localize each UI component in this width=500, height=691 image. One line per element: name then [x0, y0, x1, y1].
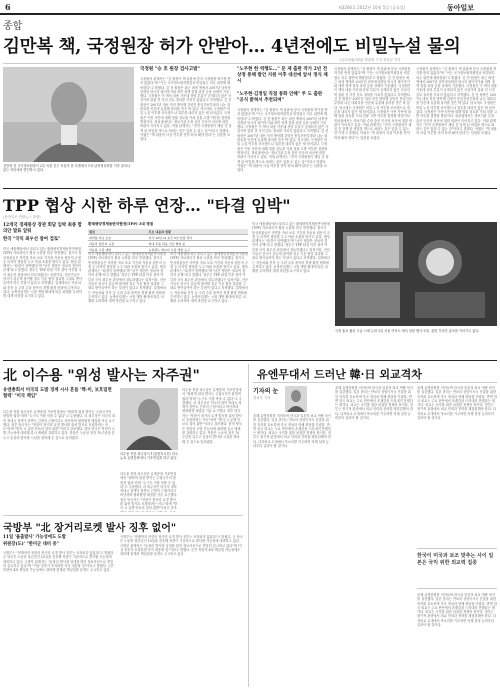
table-cell: 미국 12년 vs 호주 5년 입장 차이	[147, 235, 248, 241]
story4-sub2: 위원장(도)' "한미군 대비 중"	[3, 542, 59, 547]
story2-sub1: 12개국 경제통상 장관 회담 임박 최종 합의안 발표 앞둬	[3, 223, 82, 234]
column-author-photo	[285, 386, 307, 412]
story4-sub1: 11일 '돌출발사' 가능성에도 도발	[3, 535, 66, 540]
table-cell: 의약품 자료 보호	[88, 235, 147, 241]
story2-body-col1: 미국 애틀랜타에서 열리고 있는 환태평양경제동반자협정(TPP) 각료회의가 협상 시한을 하루 연장했다. 참가국 통상장관들은 의약품 자료 보호 기간과 자동차 원산지 규정 등 마지막 쟁점을 두고 막판 조율을 벌이고 있다. 협상 관계자는 "타결이 임박했다"며 "남은 쟁점은 정치적 결단의 문제"라고 말했다. 정부는 TPP 타결 이후 참여 여부를 국익 최우선 관점에서 검토하겠다는 입장이다. 전문가들은 한국이 뒤늦게 참여할 경우 기존 협상 결과를 그대로 받아들여야 하는 부담이 있다고 지적했다. 업계에서는 자동차와 전자 등 주력 수출 품목의 경쟁 환경 변화에 주목하고 있다. 농축산업계는 시장 개방 확대에 따른 피해를 우려하며 대책 마련을 요구하고 있다.	[3, 247, 82, 299]
story1-sub1: 국정원 "승 호 원장 검사고발"	[140, 67, 200, 72]
story1-sub3: "노무현·김정일 직접 통화 안해" 주 도 출판 "공식 밝혀서 추천되며"	[237, 92, 323, 103]
story1-rule	[3, 63, 497, 64]
story1-photo	[3, 67, 134, 162]
story3-photo	[120, 388, 178, 450]
story2-photo-caption: 국정 홍보 활동 고급 시계 논란 2일 서울 여의도 에서 열린 행사 모습. 관련 부처가 홍보를 이어가고 있다.	[335, 329, 480, 333]
column-title-rule	[253, 382, 497, 383]
story1-body-col4: 국정원의 관계자는 "김 원장이 책 출판에 앞서 국정원장 허가를 받지 않았다"며 "이는 국가정보원직원법상 비밀엄수 의무 위반에 해당한다"고 밝혔다. 김 전 원장은 최근 펴낸 책에서 2007년 남북정상회담 당시의 뒷이야기와 대북 정책 결정 과정 등을 상세히 기술했다. 국정원은 이 책의 내용 가운데 상당 부분이 공개되지 않은 사실이며 출판 전 사전 검토 절차를 거치지 않았다고 지적했다. 김 전 원장은 2007년 대선 직전 방북해 김양건 통일전선부장과 나눈 대화록을 언론에 유출해 물의를 빚은 바 있다. 당시에도 국정원은 비밀 누설 여부를 조사했으나 결론을 내리지 않은 채 넘어갔다. 국정원은 이번 사안에 대해 법률 검토를 거쳐 검찰 고발 여부를 결정할 방침이다. 정치권에서는 정보기관 수장 출신 인사의 처신에 대한 비판이 이어지고 있다. 여권 관계자는 "전직 국정원장이 재임 중 알게 된 비밀을 책으로 펴내는 것은 있을 수 없는 일"이라고 말했다. 야권은 "책 내용의 사실 여부를 먼저 따져 봐야 한다"는 입장을 보였다.	[416, 67, 497, 136]
page-number: 6	[5, 2, 11, 12]
story1-bottom-rule	[3, 188, 497, 189]
story2-body-col3: 미국 애틀랜타에서 열리고 있는 환태평양경제동반자협정(TPP) 각료회의가 협상 시한을 하루 연장했다. 참가국 통상장관들은 의약품 자료 보호 기간과 자동차 원산지 규정 등 마지막 쟁점을 두고 막판 조율을 벌이고 있다. 협상 관계자는 "타결이 임박했다"며 "남은 쟁점은 정치적 결단의 문제"라고 말했다. 정부는 TPP 타결 이후 참여 여부를 국익 최우선 관점에서 검토하겠다는 입장이다. 전문가들은 한국이 뒤늦게 참여할 경우 기존 협상 결과를 그대로 받아들여야 하는 부담이 있다고 지적했다. 업계에서는 자동차와 전자 등 주력 수출 품목의 경쟁 환경 변화에 주목하고 있다. 농축산업계는 시장 개방 확대에 따른 피해를 우려하며 대책 마련을 요구하고 있다.	[170, 252, 248, 304]
story2-photo	[335, 222, 497, 326]
date-line: 제3266호 2012년 10월 5일 (금요일)	[338, 5, 406, 10]
table-header-cell: 주요 내용과 현황	[147, 229, 248, 235]
column-body-col4: 올해 유엔총회를 지켜보며 한국과 일본의 외교 역량 차이를 실감했다. 일본 총리는 안보리 상임이사국 진출을 위한 지지를 호소하며 각국 정상과 연쇄 회담을 가졌다. 반면 한국 외교는 주요 현안에서 존재감을 드러내지 못했다는 평가다. 외교는 국익을 위한 치열한 경쟁의 장이다. 정부는 장기적 관점에서 외교 인력과 전략을 재점검해야 한다. 다자외교 무대에서 목소리를 키우려면 의제 설정 능력부터 길러야 할 것이다.	[417, 593, 497, 628]
story4-body-col1: 국방부는 "현재까지 북한의 장거리 로켓 발사 징후는 포착되지 않았다"고 밝혔다. 군 당국은 노동당 창건일인 10일을 전후해 북한이 기습적으로 발사할 가능성에 대비하고 있다. 국방부 관계자는 "동창리 발사장 일대를 한미 정보자산으로 면밀히 감시하고 있다"며 "이상 징후가 포착되면 즉각 대응할 것"이라고 말했다. 군은 북한의 4차 핵실험 가능성에도 대비해 풍계리 핵실험장 동향도 주시하고 있다.	[3, 551, 115, 573]
story3-headline: 北 이수용 "위성 발사는 자주권"	[3, 368, 200, 384]
story1-body-col1: 국정원의 관계자는 "김 원장이 책 출판에 앞서 국정원장 허가를 받지 않았다"며 "이는 국가정보원직원법상 비밀엄수 의무 위반에 해당한다"고 밝혔다. 김 전 원장은 최근 펴낸 책에서 2007년 남북정상회담 당시의 뒷이야기와 대북 정책 결정 과정 등을 상세히 기술했다. 국정원은 이 책의 내용 가운데 상당 부분이 공개되지 않은 사실이며 출판 전 사전 검토 절차를 거치지 않았다고 지적했다. 김 전 원장은 2007년 대선 직전 방북해 김양건 통일전선부장과 나눈 대화록을 언론에 유출해 물의를 빚은 바 있다. 당시에도 국정원은 비밀 누설 여부를 조사했으나 결론을 내리지 않은 채 넘어갔다. 국정원은 이번 사안에 대해 법률 검토를 거쳐 검찰 고발 여부를 결정할 방침이다. 정치권에서는 정보기관 수장 출신 인사의 처신에 대한 비판이 이어지고 있다. 여권 관계자는 "전직 국정원장이 재임 중 알게 된 비밀을 책으로 펴내는 것은 있을 수 없는 일"이라고 말했다. 야권은 "책 내용의 사실 여부를 먼저 따져 봐야 한다"는 입장을 보였다.	[140, 77, 232, 142]
story1-photo-caption: 김만복 전 국가정보원장이 2일 서울 중구 서울의 한 호텔에서 1차 남북정상회담 이후 물러나 있는 자리에서 발언하고 있다.	[3, 164, 131, 173]
story3-bottom-rule	[3, 515, 243, 516]
story1-headline: 김만복 책, 국정원장 허가 안받아… 4년전에도 비밀누설 물의	[3, 37, 461, 57]
story3-body-col1: 리수용 북한 외무상은 유엔총회 기조연설에서 "평화적 위성 발사는 주권국가의 합법적 권리"라며 "누구도 이를 막을 수 없다"고 주장했다. 리 외무상은 미국의 대북 적대시 정책이 한반도 긴장의 근원이라고 비난하며 평화협정 체결을 거듭 요구했다. 정부 당국자는 "북한이 장거리 로켓 발사를 위성 발사로 포장하려는 의도"라며 "발사 시 유엔 안보리 결의 위반"이라고 강조했다. 한미 양국은 북한의 도발 가능성에 대비해 감시 태세를 강화하고 있다. 북한은 노동당 창건 70주년을 앞두고 동창리 발사장 시설을 정비해 온 것으로 알려졌다.	[3, 410, 115, 440]
story4-body-col2: 국방부는 "현재까지 북한의 장거리 로켓 발사 징후는 포착되지 않았다"고 밝혔다. 군 당국은 노동당 창건일인 10일을 전후해 북한이 기습적으로 발사할 가능성에 대비하고 있다. 국방부 관계자는 "동창리 발사장 일대를 한미 정보자산으로 면밀히 감시하고 있다"며 "이상 징후가 포착되면 즉각 대응할 것"이라고 말했다. 군은 북한의 4차 핵실험 가능성에도 대비해 풍계리 핵실험장 동향도 주시하고 있다.	[120, 535, 243, 557]
column-divider	[248, 364, 249, 687]
story3-body-col3: 리수용 북한 외무상은 유엔총회 기조연설에서 "평화적 위성 발사는 주권국가의 합법적 권리"라며 "누구도 이를 막을 수 없다"고 주장했다. 리 외무상은 미국의 대북 적대시 정책이 한반도 긴장의 근원이라고 비난하며 평화협정 체결을 거듭 요구했다. 정부 당국자는 "북한이 장거리 로켓 발사를 위성 발사로 포장하려는 의도"라며 "발사 시 유엔 안보리 결의 위반"이라고 강조했다. 한미 양국은 북한의 도발 가능성에 대비해 감시 태세를 강화하고 있다. 북한은 노동당 창건 70주년을 앞두고 동창리 발사장 시설을 정비해 온 것으로 알려졌다.	[182, 388, 242, 444]
pullquote-rule-bottom	[417, 588, 497, 589]
story2-table-title: 환태평양경제동반자협정(TPP) 3대 쟁점	[88, 222, 154, 226]
story1-body-col3: 국정원의 관계자는 "김 원장이 책 출판에 앞서 국정원장 허가를 받지 않았다"며 "이는 국가정보원직원법상 비밀엄수 의무 위반에 해당한다"고 밝혔다. 김 전 원장은 최근 펴낸 책에서 2007년 남북정상회담 당시의 뒷이야기와 대북 정책 결정 과정 등을 상세히 기술했다. 국정원은 이 책의 내용 가운데 상당 부분이 공개되지 않은 사실이며 출판 전 사전 검토 절차를 거치지 않았다고 지적했다. 김 전 원장은 2007년 대선 직전 방북해 김양건 통일전선부장과 나눈 대화록을 언론에 유출해 물의를 빚은 바 있다. 당시에도 국정원은 비밀 누설 여부를 조사했으나 결론을 내리지 않은 채 넘어갔다. 국정원은 이번 사안에 대해 법률 검토를 거쳐 검찰 고발 여부를 결정할 방침이다. 정치권에서는 정보기관 수장 출신 인사의 처신에 대한 비판이 이어지고 있다. 여권 관계자는 "전직 국정원장이 재임 중 알게 된 비밀을 책으로 펴내는 것은 있을 수 없는 일"이라고 말했다. 야권은 "책 내용의 사실 여부를 먼저 따져 봐야 한다"는 입장을 보였다.	[334, 67, 412, 140]
column-body-col3: 올해 유엔총회를 지켜보며 한국과 일본의 외교 역량 차이를 실감했다. 일본 총리는 안보리 상임이사국 진출을 위한 지지를 호소하며 각국 정상과 연쇄 회담을 가졌다. 반면 한국 외교는 주요 현안에서 존재감을 드러내지 못했다는 평가다. 외교는 국익을 위한 치열한 경쟁의 장이다. 정부는 장기적 관점에서 외교 인력과 전략을 재점검해야 한다. 다자외교 무대에서 목소리를 키우려면 의제 설정 능력부터 길러야 할 것이다.	[417, 386, 497, 421]
story1-sub2: "노무현 한 역행도…" 문 재 출판 작가 2년 전 상정 통해 발언 지원 이후 대선에 앞서 정식 제시	[237, 67, 328, 84]
story2-bottom-rule	[3, 360, 497, 361]
story2-body-col2: 미국 애틀랜타에서 열리고 있는 환태평양경제동반자협정(TPP) 각료회의가 협상 시한을 하루 연장했다. 참가국 통상장관들은 의약품 자료 보호 기간과 자동차 원산지 규정 등 마지막 쟁점을 두고 막판 조율을 벌이고 있다. 협상 관계자는 "타결이 임박했다"며 "남은 쟁점은 정치적 결단의 문제"라고 말했다. 정부는 TPP 타결 이후 참여 여부를 국익 최우선 관점에서 검토하겠다는 입장이다. 전문가들은 한국이 뒤늦게 참여할 경우 기존 협상 결과를 그대로 받아들여야 하는 부담이 있다고 지적했다. 업계에서는 자동차와 전자 등 주력 수출 품목의 경쟁 환경 변화에 주목하고 있다. 농축산업계는 시장 개방 확대에 따른 피해를 우려하며 대책 마련을 요구하고 있다.	[88, 252, 166, 304]
story1-body-col2: 국정원의 관계자는 "김 원장이 책 출판에 앞서 국정원장 허가를 받지 않았다"며 "이는 국가정보원직원법상 비밀엄수 의무 위반에 해당한다"고 밝혔다. 김 전 원장은 최근 펴낸 책에서 2007년 남북정상회담 당시의 뒷이야기와 대북 정책 결정 과정 등을 상세히 기술했다. 국정원은 이 책의 내용 가운데 상당 부분이 공개되지 않은 사실이며 출판 전 사전 검토 절차를 거치지 않았다고 지적했다. 김 전 원장은 2007년 대선 직전 방북해 김양건 통일전선부장과 나눈 대화록을 언론에 유출해 물의를 빚은 바 있다. 당시에도 국정원은 비밀 누설 여부를 조사했으나 결론을 내리지 않은 채 넘어갔다. 국정원은 이번 사안에 대해 법률 검토를 거쳐 검찰 고발 여부를 결정할 방침이다. 정치권에서는 정보기관 수장 출신 인사의 처신에 대한 비판이 이어지고 있다. 여권 관계자는 "전직 국정원장이 재임 중 알게 된 비밀을 책으로 펴내는 것은 있을 수 없는 일"이라고 말했다. 야권은 "책 내용의 사실 여부를 먼저 따져 봐야 한다"는 입장을 보였다.	[237, 108, 329, 173]
column-byline: 정치부 기자	[253, 396, 271, 400]
story4-headline: 국방부 "北 장거리로켓 발사 징후 없어"	[3, 523, 177, 534]
table-cell: 낙농품 시장 개방	[88, 247, 147, 253]
table-cell: 자동차 원산지 규정	[88, 241, 147, 247]
column-kicker: 기자의 눈	[253, 388, 279, 395]
header-rule	[0, 13, 500, 15]
story2-headline: TPP 협상 시한 하루 연장… "타결 임박"	[3, 196, 291, 215]
pullquote-rule-top	[417, 548, 497, 549]
story2-body-col4: 미국 애틀랜타에서 열리고 있는 환태평양경제동반자협정(TPP) 각료회의가 협상 시한을 하루 연장했다. 참가국 통상장관들은 의약품 자료 보호 기간과 자동차 원산지 규정 등 마지막 쟁점을 두고 막판 조율을 벌이고 있다. 협상 관계자는 "타결이 임박했다"며 "남은 쟁점은 정치적 결단의 문제"라고 말했다. 정부는 TPP 타결 이후 참여 여부를 국익 최우선 관점에서 검토하겠다는 입장이다. 전문가들은 한국이 뒤늦게 참여할 경우 기존 협상 결과를 그대로 받아들여야 하는 부담이 있다고 지적했다. 업계에서는 자동차와 전자 등 주력 수출 품목의 경쟁 환경 변화에 주목하고 있다. 농축산업계는 시장 개방 확대에 따른 피해를 우려하며 대책 마련을 요구하고 있다.	[252, 222, 330, 274]
masthead: 동아일보	[447, 3, 475, 12]
story3-body-col2: 리수용 북한 외무상은 유엔총회 기조연설에서 "평화적 위성 발사는 주권국가의 합법적 권리"라며 "누구도 이를 막을 수 없다"고 주장했다. 리 외무상은 미국의 대북 적대시 정책이 한반도 긴장의 근원이라고 비난하며 평화협정 체결을 거듭 요구했다. 정부 당국자는 "북한이 장거리 로켓 발사를 위성 발사로 포장하려는 의도"라며 "발사 시 유엔 안보리 결의 위반"이라고 강조	[120, 472, 178, 511]
table-cell: 뉴질랜드 캐나다 시장 개방 요구	[147, 247, 248, 253]
table-header-cell: 쟁점	[88, 229, 147, 235]
story2-byline: (동아일보 연합뉴스 종합)	[3, 215, 41, 219]
column-pullquote: 한국이 미국과 보조 맞추는 사이 일본은 국익 위한 외교력 집중	[417, 553, 494, 566]
column-title: 유엔무대서 드러난 韓·日 외교격차	[257, 368, 422, 381]
story3-photo-caption: 리수용 북한 외무상이 1일(현지시간) 미국 뉴욕 유엔총회에서 기조연설을 하고 있다.	[120, 452, 178, 461]
column-body-col1: 올해 유엔총회를 지켜보며 한국과 일본의 외교 역량 차이를 실감했다. 일본 총리는 안보리 상임이사국 진출을 위한 지지를 호소하며 각국 정상과 연쇄 회담을 가졌다. 반면 한국 외교는 주요 현안에서 존재감을 드러내지 못했다는 평가다. 외교는 국익을 위한 치열한 경쟁의 장이다. 정부는 장기적 관점에서 외교 인력과 전략을 재점검해야 한다. 다자외교 무대에서 목소리를 키우려면 의제 설정 능력부터 길러야 할 것이다.	[253, 414, 331, 449]
table-cell: 역내 부품 비율 기준 협의 중	[147, 241, 248, 247]
story1-byline: (임특파원/대담) 박광희 기자 정성규 기자	[340, 58, 401, 62]
section-label: 종합	[3, 21, 23, 32]
story3-sub: 유엔총회서 미국의 도발 경계 시사 흔들 '핵-미, 보호밀면 협력' "미국 책임"	[3, 388, 112, 399]
story2-sub2: 한국 "국익 최우선 참여 검토"	[3, 237, 61, 242]
story2-table	[88, 229, 248, 253]
column-body-col2: 올해 유엔총회를 지켜보며 한국과 일본의 외교 역량 차이를 실감했다. 일본 총리는 안보리 상임이사국 진출을 위한 지지를 호소하며 각국 정상과 연쇄 회담을 가졌다. 반면 한국 외교는 주요 현안에서 존재감을 드러내지 못했다는 평가다. 외교는 국익을 위한 치열한 경쟁의 장이다. 정부는 장기적 관점에서 외교 인력과 전략을 재점검해야 한다. 다자외교 무대에서 목소리를 키우려면 의제 설정 능력부터 길러야 할 것이다.	[335, 386, 413, 421]
